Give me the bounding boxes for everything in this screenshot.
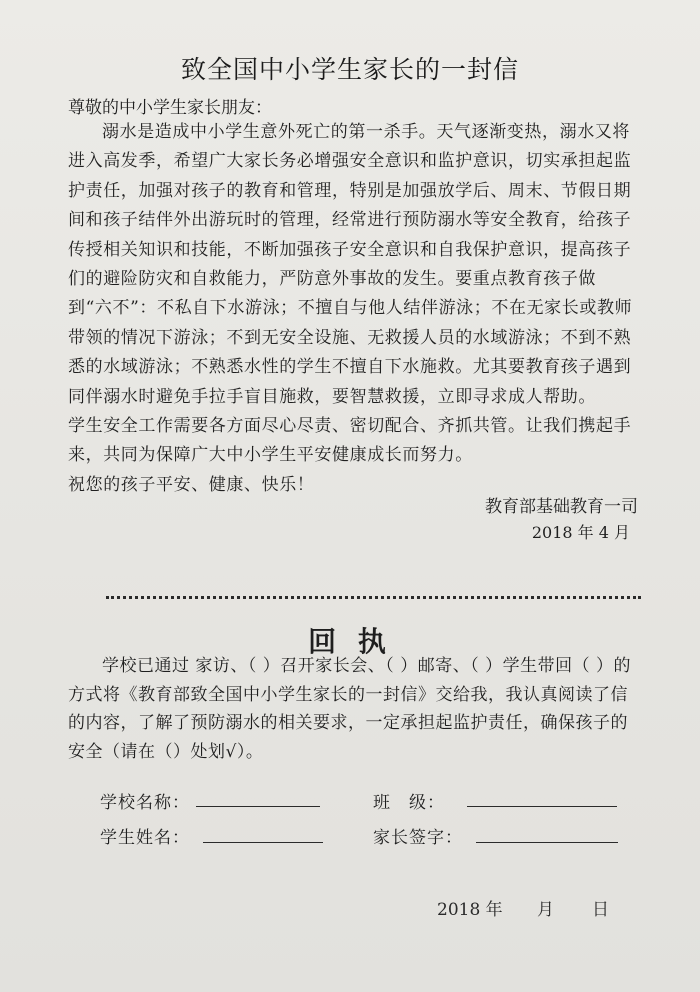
class-label: 班 级： bbox=[373, 793, 445, 813]
receipt-month: 月 bbox=[537, 900, 554, 920]
receipt-year: 2018 年 bbox=[437, 900, 503, 920]
letter-paragraph-2: 学生安全工作需要各方面尽心尽责、密切配合、齐抓共管。让我们携起手来，共同为保障广大中小学生平安健康成长而努力。 bbox=[68, 416, 632, 466]
letter-paragraph-1: 溺水是造成中小学生意外死亡的第一杀手。天气逐渐变热，溺水又将进入高发季，希望广大家长务必增强安全意识和监护意识，切实承担起监护责任，加强对孩子的教育和管理，特别是加强放学后、周末、节假日期间和孩子结伴外出游玩时的管理，经常进行预防溺水等安全教育，给孩子传授相关知识和技能，不断加强孩子安全意识和自我保护意识，提高孩子们的避险防灾和自救能力，严防意外事故的发生。要重点教育孩子做到“六不”：不私自下水游泳；不擅自与他人结伴游泳；不在无家长或教师带领的情况下游泳；不到无安全设施、无救援人员的水域游泳；不到不熟悉的水域游泳；不熟悉水性的学生不擅自下水施救。尤其要教育孩子遇到同伴溺水时避免手拉手盲目施救，要智慧救援，立即寻求成人帮助。 bbox=[68, 122, 633, 407]
parent-signature-label: 家长签字： bbox=[373, 828, 463, 848]
receipt-day: 日 bbox=[592, 900, 609, 920]
letter-body bbox=[68, 118, 640, 500]
cut-line-divider bbox=[106, 596, 641, 599]
receipt-title: 回 执 bbox=[308, 625, 392, 658]
class-field[interactable] bbox=[467, 806, 617, 807]
letter-greeting: 尊敬的中小学生家长朋友： bbox=[68, 98, 272, 118]
letter-date: 2018 年 4 月 bbox=[531, 523, 630, 542]
student-name-field[interactable] bbox=[203, 842, 323, 843]
letter-sender: 教育部基础教育一司 bbox=[485, 497, 638, 517]
letter-title: 致全国中小学生家长的一封信 bbox=[180, 55, 519, 84]
school-name-label: 学校名称： bbox=[100, 793, 190, 813]
letter-closing: 祝您的孩子平安、健康、快乐！ bbox=[68, 474, 315, 495]
parent-signature-field[interactable] bbox=[476, 842, 618, 843]
receipt-body bbox=[68, 652, 643, 766]
student-name-label: 学生姓名： bbox=[100, 828, 190, 848]
school-name-field[interactable] bbox=[196, 806, 320, 807]
receipt-paragraph: 学校已通过 家访、（ ）召开家长会、（ ）邮寄、（ ）学生带回（ ）的方式将《教育部致全国中小学生家长的一封信》交给我，我认真阅读了信的内容，了解了预防溺水的相关要求，一定承担起监护责任，确保孩子的安全（请在（）处划√）。 bbox=[68, 656, 632, 762]
